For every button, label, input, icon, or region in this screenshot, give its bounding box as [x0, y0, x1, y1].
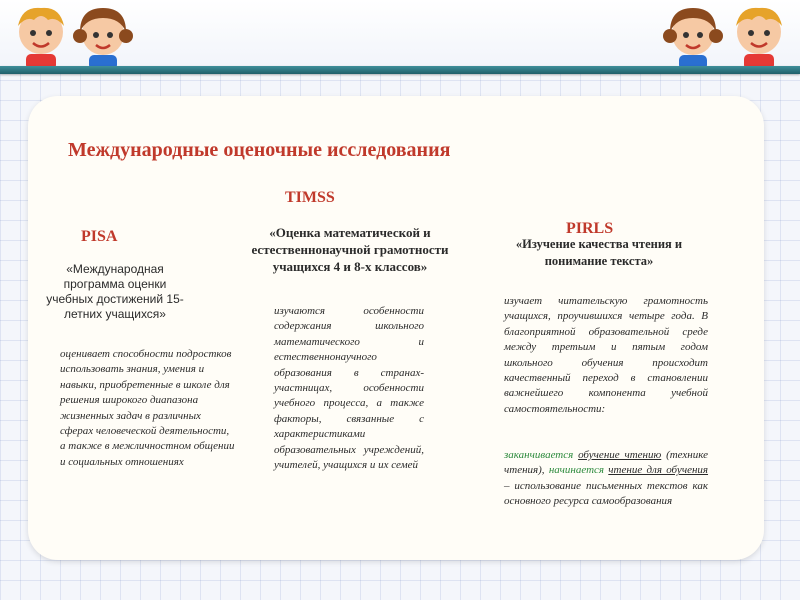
pisa-description: оценивает способности подростков использовать знания, умения и навыки, приобретенные в школе для решения широкого диапазона жизненных задач в различных сферах человеческой деятельности, а также в межличностном общении и социальных отношениях	[60, 348, 235, 468]
boy-cartoon-icon	[8, 2, 74, 70]
boy-cartoon-icon	[726, 2, 792, 70]
pirls-tail: – использование письменных текстов как основного ресурса самообразования	[504, 479, 708, 508]
page-title: Международные оценочные исследования	[68, 139, 451, 161]
timss-subtitle: «Оценка математической и естественнонаучной грамотности учащихся 4 и 8-х классов»	[251, 225, 449, 274]
pisa-subtitle: «Международная программа оценки учебных достижений 15-летних учащихся»	[46, 262, 184, 321]
pirls-technique: (технике чтения),	[504, 449, 709, 477]
pirls-ends-label: заканчивается	[504, 449, 574, 461]
timss-heading: TIMSS	[285, 189, 335, 206]
timss-description: изучаются особенности содержания школьного математического и естественнонаучного образования в странах-участницах, особенности учебного процесса, а также факторы, связанные с характеристиками образовательных учреждений, учителей, учащихся и их семей	[274, 305, 424, 472]
pirls-ends-object: обучение чтению	[578, 449, 662, 461]
decor-rail	[0, 66, 800, 74]
pisa-heading: PISA	[81, 228, 118, 245]
pirls-transition-text	[504, 448, 708, 510]
pirls-begins-label: начинается	[548, 464, 605, 477]
pirls-begins-object: чтение для обучения	[608, 464, 709, 477]
pirls-heading: PIRLS	[566, 220, 614, 237]
pirls-description: изучает читательскую грамотность учащихся, проучившихся четыре года. В благоприятной образовательной среде между третьим и пятым годом школьного обучения происходит качественный переход в становлении важнейшего компонента учебной самостоятельности:	[504, 295, 708, 415]
pirls-subtitle: «Изучение качества чтения и понимание текста»	[515, 237, 683, 268]
girl-cartoon-icon	[70, 2, 136, 70]
girl-cartoon-icon	[660, 2, 726, 70]
